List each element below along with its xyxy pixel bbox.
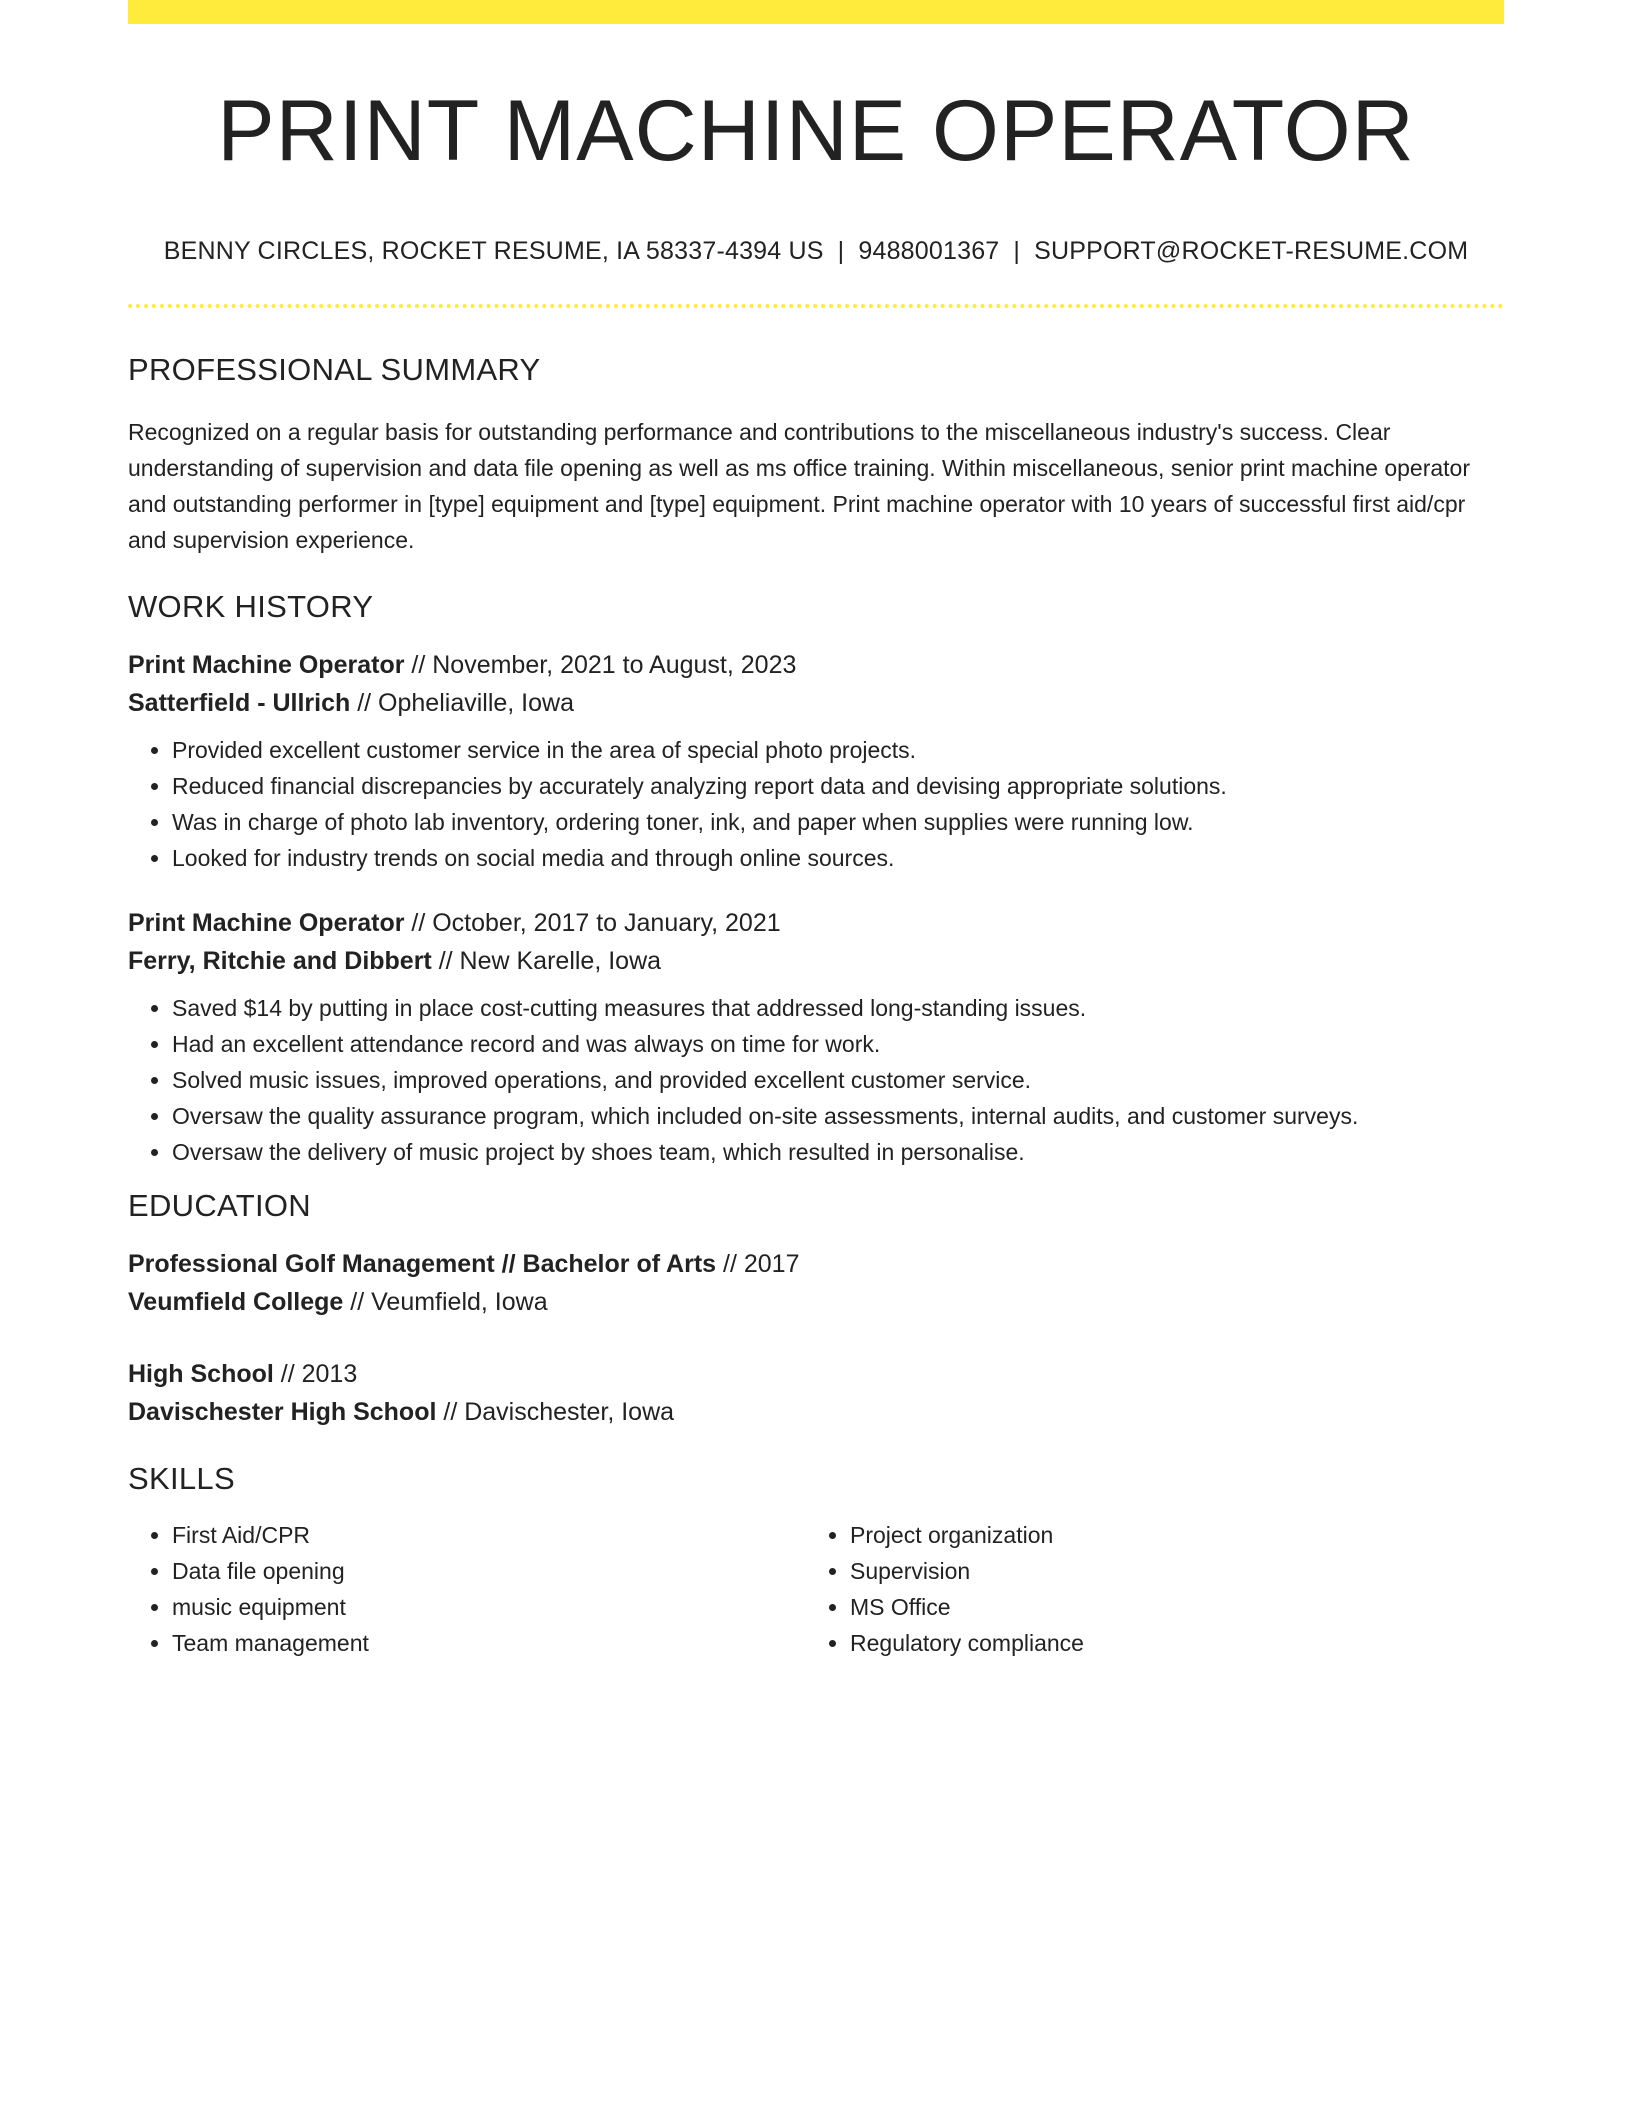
- job-company-line: [128, 684, 1504, 722]
- job-bullet: • Looked for industry trends on social media and through online sources.: [172, 840, 1504, 876]
- education-school-line: [128, 1393, 1504, 1431]
- job-dates: // October, 2017 to January, 2021: [404, 908, 781, 937]
- contact-address: BENNY CIRCLES, ROCKET RESUME, IA 58337-4394 US: [163, 236, 824, 265]
- education-entry: [128, 1245, 1504, 1321]
- skills-list: [128, 1517, 806, 1661]
- skill-item: • Team management: [172, 1625, 806, 1661]
- skill-item: • First Aid/CPR: [172, 1517, 806, 1553]
- contact-separator: |: [837, 236, 845, 265]
- job-bullet: • Oversaw the quality assurance program, which included on-site assessments, internal audits, and customer surveys.: [172, 1098, 1504, 1134]
- work-history-heading: WORK HISTORY: [128, 588, 374, 624]
- resume-title: PRINT MACHINE OPERATOR: [217, 83, 1415, 179]
- job-title-line: [128, 904, 1504, 942]
- skills-heading: SKILLS: [128, 1460, 235, 1496]
- job-location: // Opheliaville, Iowa: [350, 688, 574, 717]
- contact-separator: |: [1013, 236, 1021, 265]
- education-entry: [128, 1355, 1504, 1431]
- job-title: Print Machine Operator: [128, 650, 405, 679]
- education-degree-line: [128, 1355, 1504, 1393]
- contact-line: [128, 237, 1504, 266]
- job-title: Print Machine Operator: [128, 908, 405, 937]
- job-company: Satterfield - Ullrich: [128, 688, 351, 717]
- contact-phone: 9488001367: [858, 236, 1000, 265]
- skills-grid: [128, 1517, 1504, 1661]
- job-bullet: • Had an excellent attendance record and was always on time for work.: [172, 1026, 1504, 1062]
- job-bullet: • Reduced financial discrepancies by accurately analyzing report data and devising appropriate solutions.: [172, 768, 1504, 804]
- education-location: // Davischester, Iowa: [436, 1397, 675, 1426]
- job-company-line: [128, 942, 1504, 980]
- education-degree: High School: [128, 1359, 274, 1388]
- job-bullets: [128, 990, 1504, 1170]
- job-bullet: • Was in charge of photo lab inventory, ordering toner, ink, and paper when supplies were running low.: [172, 804, 1504, 840]
- job-bullet: • Provided excellent customer service in the area of special photo projects.: [172, 732, 1504, 768]
- skills-list: [806, 1517, 1484, 1661]
- job-entry: [128, 904, 1504, 1170]
- skill-item: • Data file opening: [172, 1553, 806, 1589]
- education-school: Davischester High School: [128, 1397, 437, 1426]
- education-heading: EDUCATION: [128, 1187, 311, 1223]
- summary-text: Recognized on a regular basis for outstanding performance and contributions to the miscellaneous industry's success. Clear understanding of supervision and data file opening as well as ms office training. Within miscellaneous, senior print machine operator and outstanding performer in [type] equipment and [type] equipment. Print machine operator with 10 years of successful first aid/cpr and supervision experience.: [128, 418, 1470, 553]
- education-degree-line: [128, 1245, 1504, 1283]
- job-company: Ferry, Ritchie and Dibbert: [128, 946, 432, 975]
- skill-item: • music equipment: [172, 1589, 806, 1625]
- skills-column-right: [806, 1517, 1484, 1661]
- education-school-line: [128, 1283, 1504, 1321]
- job-location: // New Karelle, Iowa: [431, 946, 662, 975]
- education-degree: Professional Golf Management // Bachelor of Arts: [128, 1249, 717, 1278]
- resume-page: [128, 0, 1504, 1661]
- skill-item: • Supervision: [850, 1553, 1484, 1589]
- education-year: // 2017: [716, 1249, 800, 1278]
- skills-column-left: [128, 1517, 806, 1661]
- job-bullet: • Saved $14 by putting in place cost-cutting measures that addressed long-standing issues.: [172, 990, 1504, 1026]
- contact-email: SUPPORT@ROCKET-RESUME.COM: [1034, 236, 1469, 265]
- job-dates: // November, 2021 to August, 2023: [404, 650, 797, 679]
- job-entry: [128, 646, 1504, 876]
- skill-item: • Regulatory compliance: [850, 1625, 1484, 1661]
- job-title-line: [128, 646, 1504, 684]
- skill-item: • Project organization: [850, 1517, 1484, 1553]
- job-bullet: • Oversaw the delivery of music project by shoes team, which resulted in personalise.: [172, 1134, 1504, 1170]
- education-location: // Veumfield, Iowa: [343, 1287, 548, 1316]
- skill-item: • MS Office: [850, 1589, 1484, 1625]
- education-year: // 2013: [273, 1359, 358, 1388]
- job-bullet: • Solved music issues, improved operations, and provided excellent customer service.: [172, 1062, 1504, 1098]
- summary-heading: PROFESSIONAL SUMMARY: [128, 351, 541, 387]
- education-school: Veumfield College: [128, 1287, 344, 1316]
- accent-top-bar: [128, 0, 1504, 24]
- job-bullets: [128, 732, 1504, 876]
- dotted-divider: [128, 304, 1504, 308]
